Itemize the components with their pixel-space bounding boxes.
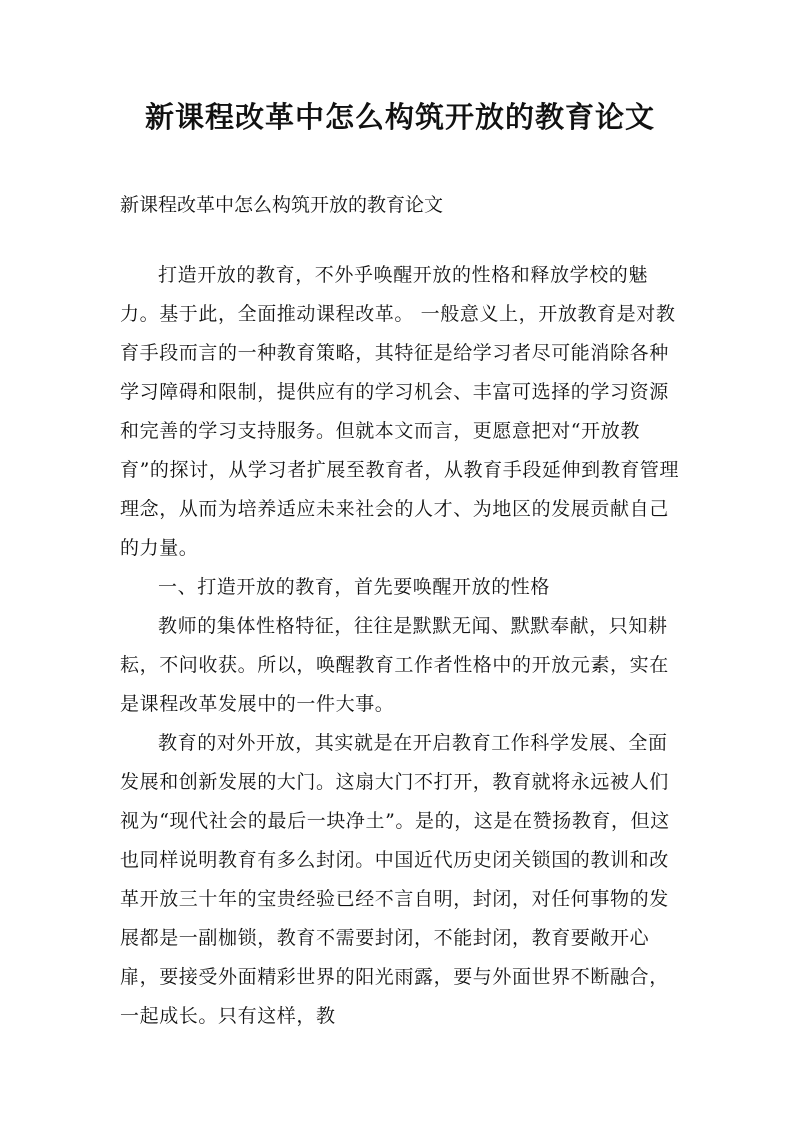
document-title: 新课程改革中怎么构筑开放的教育论文 (144, 100, 655, 134)
paragraph-teacher-character: 教师的集体性格特征，往往是默默无闻、默默奉献，只知耕耘，不问收获。所以，唤醒教育工作者性格中的开放元素，实在是课程改革发展中的一件大事。 (120, 615, 669, 715)
paragraph-intro: 打造开放的教育，不外乎唤醒开放的性格和释放学校的魅力。基于此，全面推动课程改革。 一般意义上，开放教育是对教育手段而言的一种教育策略，其特征是给学习者尽可能消除各种学习障碍和限制，提供应有的学习机会、丰富可选择的学习资源和完善的学习支持服务。但就本文而言，更愿意把对“开放教育”的探讨，从学习者扩展至教育者，从教育手段延伸到教育管理理念，从而为培养适应未来社会的人才、为地区的发展贡献自己的力量。 (120, 264, 680, 559)
paragraph-opening-up: 教育的对外开放，其实就是在开启教育工作科学发展、全面发展和创新发展的大门。这扇大门不打开，教育就将永远被人们视为“现代社会的最后一块净土”。是的，这是在赞扬教育，但这也同样说明教育有多么封闭。中国近代历史闭关锁国的教训和改革开放三十年的宝贵经验已经不言自明，封闭，对任何事物的发展都是一副枷锁，教育不需要封闭，不能封闭，教育要敞开心扉，要接受外面精彩世界的阳光雨露，要与外面世界不断融合，一起成长。只有这样，教 (120, 732, 670, 1027)
document-subtitle: 新课程改革中怎么构筑开放的教育论文 (120, 194, 444, 216)
document-body (120, 256, 680, 1036)
section-heading-1: 一、打造开放的教育，首先要唤醒开放的性格 (158, 576, 551, 598)
